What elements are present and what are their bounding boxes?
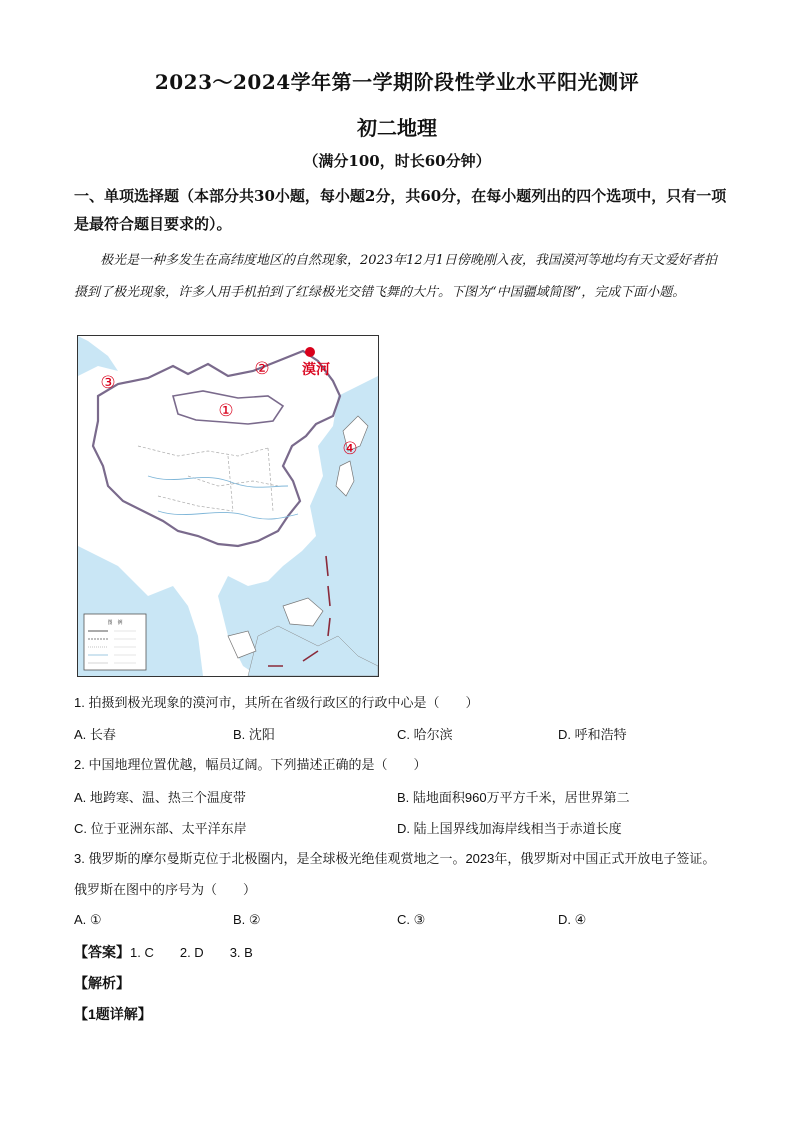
- map-marker-1: ①: [218, 401, 234, 421]
- map-svg: [78, 336, 378, 676]
- exam-subject: 初二地理: [357, 116, 437, 140]
- map-city-label: 漠河: [302, 362, 330, 378]
- question-2-option-a[interactable]: A. 地跨寒、温、热三个温度带: [74, 790, 246, 805]
- section-heading: 一、单项选择题（本部分共30小题，每小题2分，共60分，在每小题列出的四个选项中，只有一项是最符合题目要求的）。: [74, 187, 727, 233]
- question-2-option-c[interactable]: C. 位于亚洲东部、太平洋东岸: [74, 821, 247, 836]
- map-marker-4: ④: [342, 439, 358, 459]
- question-3-option-d[interactable]: D. ④: [558, 912, 587, 927]
- detail-label: 【1题详解】: [74, 1006, 152, 1022]
- question-1-option-d[interactable]: D. 呼和浩特: [558, 727, 627, 742]
- answer-item-1: 1. C: [130, 945, 154, 960]
- analysis-label: 【解析】: [74, 975, 130, 991]
- exam-meta: （满分100，时长60分钟）: [303, 152, 491, 170]
- question-2-option-b[interactable]: B. 陆地面积960万平方千米，居世界第二: [397, 790, 630, 805]
- question-3-option-a[interactable]: A. ①: [74, 912, 102, 927]
- exam-title: 2023～2024学年第一学期阶段性学业水平阳光测评: [154, 70, 640, 94]
- question-2-stem: 2. 中国地理位置优越，幅员辽阔。下列描述正确的是（ ）: [74, 757, 427, 772]
- question-2-option-d[interactable]: D. 陆上国界线加海岸线相当于赤道长度: [397, 821, 622, 836]
- question-1-option-a[interactable]: A. 长春: [74, 727, 116, 742]
- question-1-option-c[interactable]: C. 哈尔滨: [397, 727, 453, 742]
- question-3-option-b[interactable]: B. ②: [233, 912, 261, 927]
- answer-label: 【答案】: [74, 944, 130, 960]
- question-3-stem: 3. 俄罗斯的摩尔曼斯克位于北极圈内，是全球极光绝佳观赏地之一。2023年，俄罗斯对中国正式开放电子签证。俄罗斯在图中的序号为（ ）: [74, 851, 716, 897]
- question-1-option-b[interactable]: B. 沈阳: [233, 727, 275, 742]
- answer-line: [74, 942, 253, 962]
- answer-item-3: 3. B: [229, 945, 253, 960]
- china-territory-map: [77, 335, 379, 677]
- question-1-stem: 1. 拍摄到极光现象的漠河市，其所在省级行政区的行政中心是（ ）: [74, 695, 479, 710]
- question-3-option-c[interactable]: C. ③: [397, 912, 426, 927]
- mohe-city-dot: [305, 347, 315, 357]
- map-legend-title: 图 例: [107, 620, 123, 626]
- answer-item-2: 2. D: [179, 945, 204, 960]
- map-marker-2: ②: [254, 359, 270, 379]
- map-marker-3: ③: [100, 373, 116, 393]
- reading-passage: 极光是一种多发生在高纬度地区的自然现象，2023年12月1日傍晚刚入夜，我国漠河等地均有天文爱好者拍摄到了极光现象，许多人用手机拍到了红绿极光交错飞舞的大片。下图为“中国疆域简图”，完成下面小题。: [74, 253, 717, 300]
